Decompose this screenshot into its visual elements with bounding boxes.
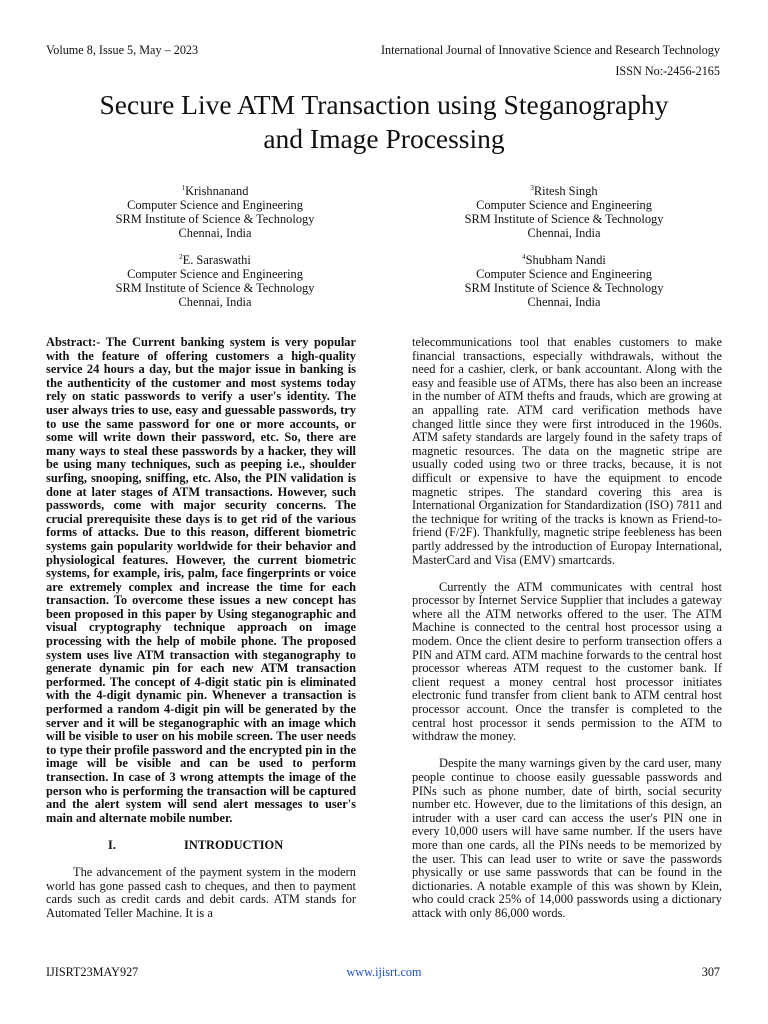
page-number: 307 <box>701 965 720 979</box>
volume-info: Volume 8, Issue 5, May – 2023 <box>46 43 199 57</box>
author-loc: Chennai, India <box>178 226 252 241</box>
author-loc: Chennai, India <box>527 295 601 310</box>
author-dept: Computer Science and Engineering <box>476 267 652 282</box>
author-block-3 <box>434 181 694 240</box>
section-heading <box>46 839 356 853</box>
body-paragraph-1: telecommunications tool that enables customers to make financial transactions, especially withdrawals, without the need for a cashier, clerk, or bank accountant. Along with the easy and feasible use of ATMs, there has also been an increase in the number of ATM thefts and frauds, which are growing at an appalling rate. ATM card verification methods have changed little since they were first introduced in the 1960s. ATM safety standards are largely found in the safety traps of magnetic resources. The data on the magnetic stripe are usually coded using two or three tracks, because, it is not difficult or expensive to have the equipment to encode magnetic stripes. The standard covering this area is International Organization for Standardization (ISO) 7811 and the technique for writing of the tracks is known as Friend-to-friend (F/2F). Thankfully, magnetic stripe feebleness has been partly addressed by the introduction of Europay International, MasterCard and Visa (EMV) smartcards. <box>412 335 722 567</box>
author-block-4 <box>434 250 694 309</box>
author-dept: Computer Science and Engineering <box>127 267 303 282</box>
issn: ISSN No:-2456-2165 <box>615 64 720 78</box>
journal-url[interactable]: www.ijisrt.com <box>346 965 422 979</box>
paper-title <box>30 88 738 156</box>
section-number: I. <box>108 837 116 852</box>
author-block-1 <box>85 181 345 240</box>
author-inst: SRM Institute of Science & Technology <box>464 281 664 296</box>
author-loc: Chennai, India <box>178 295 252 310</box>
author-name: Shubham Nandi <box>525 253 606 268</box>
right-column <box>412 336 722 921</box>
author-inst: SRM Institute of Science & Technology <box>115 212 315 227</box>
author-sup: 4 <box>522 253 526 261</box>
intro-paragraph: The advancement of the payment system in the modern world has gone passed cash to cheques, and then to payment cards such as credit cards and debit cards. ATM stands for Automated Teller Machine. It is a <box>46 865 356 920</box>
body-paragraph-3: Despite the many warnings given by the card user, many people continue to choose easily guessable passwords and PINs such as phone number, date of birth, social security number etc. However, due to the limitations of this design, an intruder with a user card can access the user's PIN one in every 10,000 users will have same number. If the users have more than one cards, all the PINs needs to be memorized by the user. This can lead user to write or save the passwords physically or use same passwords that can be found in the dictionaries. A notable example of this was shown by Klein, who could crack 25% of 14,000 passwords using a dictionary attack with only 86,000 words. <box>412 756 722 920</box>
paper-code: IJISRT23MAY927 <box>46 965 139 979</box>
author-name: Ritesh Singh <box>533 184 598 199</box>
author-name: Krishnanand <box>185 184 249 199</box>
journal-name: International Journal of Innovative Science and Research Technology <box>380 43 720 57</box>
body-paragraph-2: Currently the ATM communicates with central host processor by Internet Service Supplier that includes a gateway where all the ATM networks offered to the user. The ATM Machine is connected to the central host processor using a modem. Once the client desire to perform transection offers a PIN and ATM card. ATM machine forwards to the central host processor whereas ATM request to the customer bank. If client request a money central host processor initiates electronic fund transfer from client bank to ATM central host processor account. Once the transfer is completed to the central host processor it sends permission to the ATM to withdraw the money. <box>412 579 722 744</box>
author-inst: SRM Institute of Science & Technology <box>464 212 664 227</box>
author-dept: Computer Science and Engineering <box>476 198 652 213</box>
author-sup: 2 <box>179 253 183 261</box>
title-line-1: Secure Live ATM Transaction using Steganography <box>99 89 669 120</box>
author-block-2 <box>85 250 345 309</box>
author-dept: Computer Science and Engineering <box>127 198 303 213</box>
title-line-2: and Image Processing <box>263 123 505 154</box>
author-sup: 1 <box>181 184 186 192</box>
abstract: Abstract:- The Current banking system is very popular with the feature of offering customers a high-quality service 24 hours a day, but the major issue in banking is the authenticity of the customer and most systems today rely on static passwords to verify a user's identity. The user always tries to use, easy and guessable passwords, try to use the same password for one or more accounts, or some will write down their password, etc. So, there are many ways to steal these passwords by a hacker, they will be using many techniques, such as peeping i.e., shoulder surfing, snooping, sniffing, etc. Also, the PIN validation is done at later stages of ATM transactions. However, such passwords, come with major security concerns. The crucial prerequisite these days is to get rid of the various forms of attacks. Due to this reason, different biometric systems gain popularity worldwide for their behavior and physiological features. However, the current biometric systems, for example, iris, palm, face fingerprints or voice are extremely complex and increase the time for each transaction. To overcome these issues a new concept has been proposed in this paper by Using steganographic and visual cryptography technique approach on image processing with the help of mobile phone. The proposed system uses live ATM transaction with steganography to generate dynamic pin for each new ATM transaction performed. The concept of 4-digit static pin is eliminated with the 4-digit dynamic pin. Whenever a transaction is performed a random 4-digit pin will be generated by the server and it will be steganographic with an image which will be visible to user on his mobile screen. The user needs to type their profile password and the encrypted pin in the image will be visible and can be used to perform transection. In case of 3 wrong attempts the image of the person who is performing the transaction will be captured and the alert system will send alert messages to user's main and alternate mobile number. <box>46 335 356 825</box>
left-column <box>46 336 356 921</box>
author-loc: Chennai, India <box>527 226 601 241</box>
author-sup: 3 <box>530 184 534 192</box>
author-inst: SRM Institute of Science & Technology <box>115 281 315 296</box>
section-title: INTRODUCTION <box>184 837 284 852</box>
author-name: E. Saraswathi <box>182 253 251 268</box>
